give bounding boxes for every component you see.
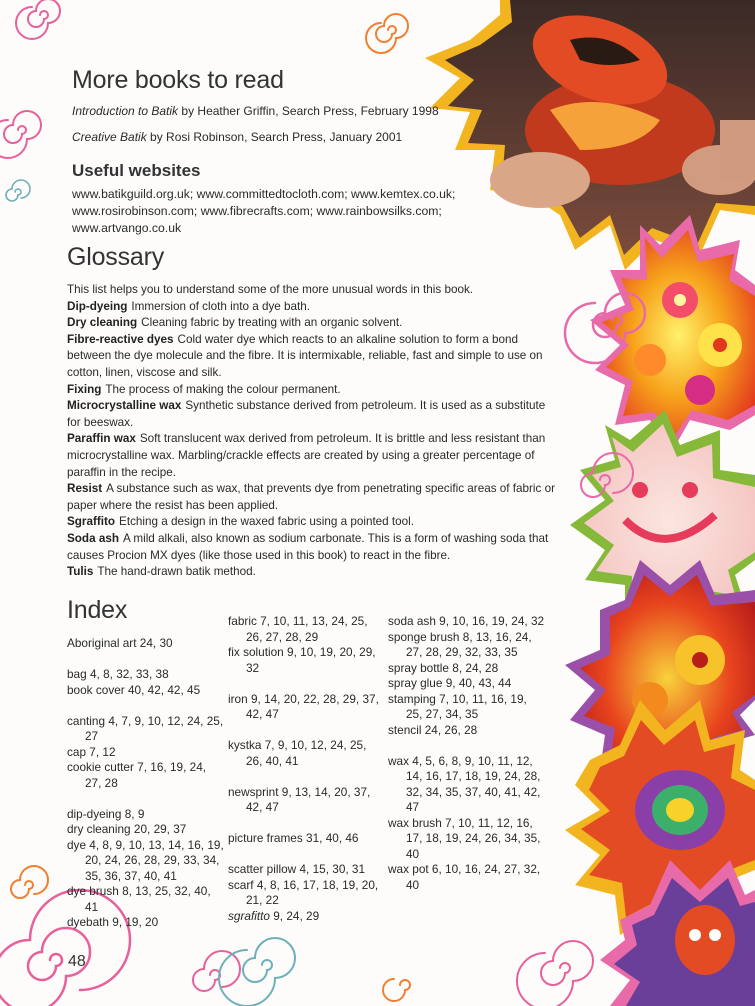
glossary-entry: Resist A substance such as wax, that prevents dye from penetrating specific areas of fabric or paper where the resist has been applied. [67,482,555,512]
index-entry: spray glue 9, 40, 43, 44 [388,676,512,690]
spiral-left-1 [0,111,41,158]
glossary-entry: Dry cleaning Cleaning fabric by treating with an organic solvent. [67,316,403,330]
index-entry: dye 4, 8, 9, 10, 13, 14, 16, 19, 20, 24, 26, 28, 29, 33, 34, 35, 36, 37, 40, 41 [67,837,224,883]
spiral-bottom-mid-2 [219,938,295,1006]
index-entry: wax pot 6, 10, 16, 24, 27, 32, 40 [388,862,541,892]
index-gap [228,816,386,832]
spiral-bottom-left-2 [11,866,48,898]
glossary-entry: Microcrystalline wax Synthetic substance derived from petroleum. It is used as a substitute for beeswax. [67,399,546,429]
index-gap [228,769,386,785]
index-entry: bag 4, 8, 32, 33, 38 [67,667,169,681]
index-entry: stencil 24, 26, 28 [388,722,478,737]
spiral-top-middle [366,14,408,53]
glossary-intro: This list helps you to understand some of the more unusual words in this book. [67,283,474,296]
index-entry: fabric 7, 10, 11, 13, 24, 25, 26, 27, 28, 29 [228,614,368,644]
index-gap [228,723,386,739]
index-entry: spray bottle 8, 24, 28 [388,660,499,675]
index-entry: kystka 7, 9, 10, 12, 24, 25, 26, 40, 41 [228,738,367,768]
website-line: www.artvango.co.uk [72,221,182,235]
glossary-entry: Paraffin wax Soft translucent wax derived from petroleum. It is brittle and less resistant than microcrystalline wax. Marbling/crackle effects are created by using a greater percentage of paraffin in the recipe. [67,432,546,479]
index-column-3 [388,614,546,893]
index-entry: newsprint 9, 13, 14, 20, 37, 42, 47 [228,784,371,814]
index-entry: sgrafitto 9, 24, 29 [228,908,320,923]
index-entry: canting 4, 7, 9, 10, 12, 24, 25, 27 [67,713,224,743]
website-line: www.batikguild.org.uk; www.committedtocloth.com; www.kemtex.co.uk; [72,187,456,201]
index-gap [67,698,225,714]
page-number: 48 [68,953,86,970]
glossary-entry: Soda ash A mild alkali, also known as sodium carbonate. This is a form of washing soda that causes Procion MX dyes (like those used in this book) to react in the fibre. [67,531,549,562]
index-entry: picture frames 31, 40, 46 [228,831,359,845]
index-entry: scarf 4, 8, 16, 17, 18, 19, 20, 21, 22 [228,877,379,907]
index-gap [228,676,386,692]
index-gap [228,847,386,863]
spiral-bottom-right-2 [383,979,410,1001]
spiral-bottom-mid-1 [193,951,240,991]
index-entry: fix solution 9, 10, 19, 20, 29, 32 [228,645,376,675]
index-entry: sponge brush 8, 13, 16, 24, 27, 28, 29, 32, 33, 35 [388,629,532,659]
glossary-entry: Fibre-reactive dyes Cold water dye which reacts to an alkaline solution to form a bond between the dye molecule and the fibre. It is intermixable, reliable, fast and simple to use on cotton, linen, viscose and silk. [67,332,543,379]
index-heading: Index [67,596,128,624]
index-entry: wax brush 7, 10, 11, 12, 16, 17, 18, 19, 24, 26, 34, 35, 40 [388,815,541,861]
websites-heading: Useful websites [72,161,201,180]
index-entry: stamping 7, 10, 11, 16, 19, 25, 27, 34, 35 [388,691,527,721]
index-entry: cookie cutter 7, 16, 19, 24, 27, 28 [67,760,207,790]
index-entry: Aboriginal art 24, 30 [67,636,173,650]
book-item: Creative Batik by Rosi Robinson, Search Press, January 2001 [72,130,403,144]
index-gap [388,738,546,754]
index-entry: book cover 40, 42, 42, 45 [67,682,201,697]
book-item: Introduction to Batik by Heather Griffin, Search Press, February 1998 [72,104,439,118]
glossary-entry: Tulis The hand-drawn batik method. [67,565,256,579]
index-entry: dyebath 9, 19, 20 [67,915,159,929]
index-entry: dry cleaning 20, 29, 37 [67,822,187,836]
websites-list [72,186,492,237]
glossary-list [67,282,557,581]
spiral-bottom-right [517,941,593,1006]
books-heading: More books to read [72,66,284,94]
index-entry: iron 9, 14, 20, 22, 28, 29, 37, 42, 47 [228,691,379,721]
index-entry: cap 7, 12 [67,744,116,759]
index-entry: dip-dyeing 8, 9 [67,806,145,821]
website-line: www.rosirobinson.com; www.fibrecrafts.com; www.rainbowsilks.com; [72,204,442,218]
glossary-entry: Sgraffito Etching a design in the waxed fabric using a pointed tool. [67,515,415,529]
index-entry: scatter pillow 4, 15, 30, 31 [228,862,366,876]
index-entry: soda ash 9, 10, 16, 19, 24, 32 [388,614,545,628]
index-gap [67,652,225,668]
index-entry: dye brush 8, 13, 25, 32, 40, 41 [67,884,211,914]
glossary-entry: Dip-dyeing Immersion of cloth into a dye bath. [67,299,311,313]
hand-left [490,152,590,208]
glossary-heading: Glossary [67,243,165,271]
index-column-1 [67,636,225,931]
glossary-entry: Fixing The process of making the colour permanent. [67,382,341,396]
index-entry: wax 4, 5, 6, 8, 9, 10, 11, 12, 14, 16, 17, 18, 19, 24, 28, 32, 34, 35, 37, 40, 41, 42, 47 [388,753,541,814]
index-gap [67,791,225,807]
index-column-2 [228,614,386,924]
books-list [72,104,492,156]
spiral-top-left [16,0,60,39]
spiral-left-2 [6,180,30,201]
